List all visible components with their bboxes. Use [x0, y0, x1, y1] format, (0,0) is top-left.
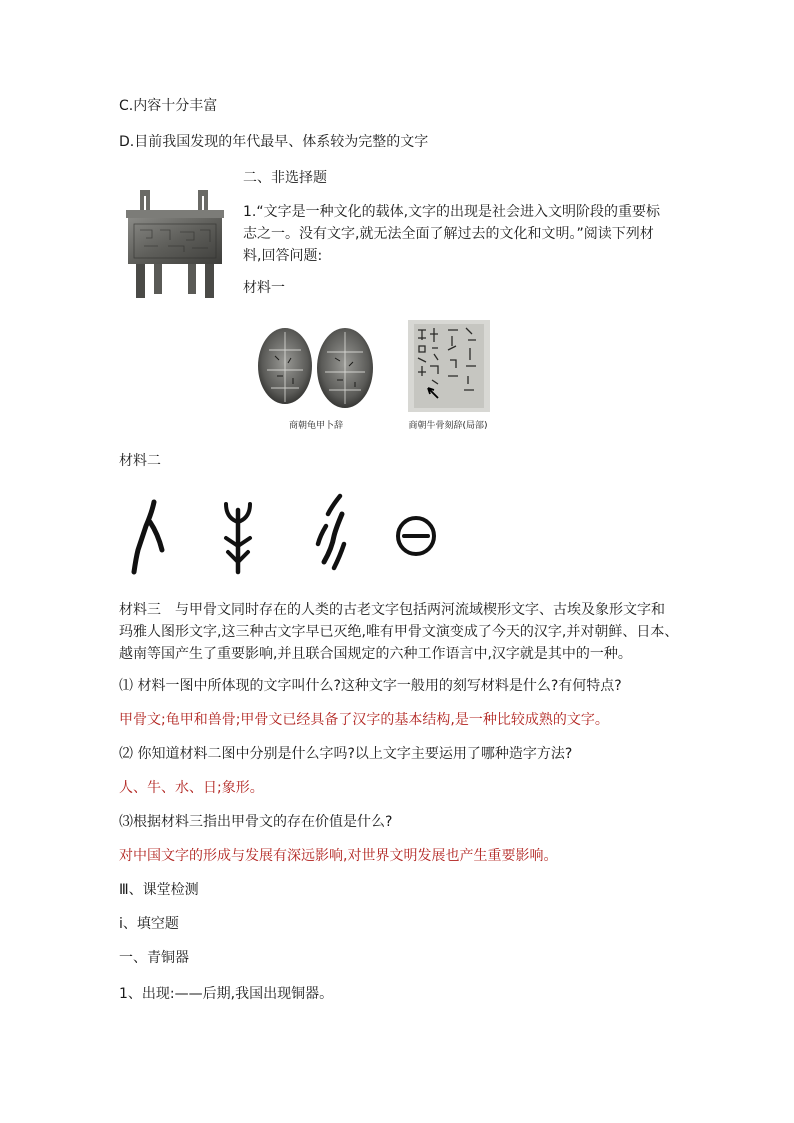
glyph-niu-image — [218, 500, 258, 576]
question-2: ⑵ 你知道材料二图中分别是什么字吗?以上文字主要运用了哪种造字方法? — [119, 746, 573, 762]
section-three-title: Ⅲ、课堂检测 — [119, 882, 199, 898]
glyph-shui-image — [312, 492, 352, 574]
question1-intro-line3: 料,回答问题: — [243, 248, 323, 264]
bronze-section-title: 一、青铜器 — [119, 950, 189, 966]
fill-blank-title: ⅰ、填空题 — [119, 916, 179, 932]
question1-intro-line2: 志之一。没有文字,就无法全面了解过去的文化和文明。”阅读下列材 — [243, 226, 654, 242]
ox-bone-image — [408, 320, 490, 412]
material2-label: 材料二 — [119, 453, 161, 469]
option-c: C.内容十分丰富 — [119, 98, 218, 114]
section-two-title: 二、非选择题 — [243, 170, 327, 186]
turtle-shell-image — [255, 322, 377, 414]
question-3: ⑶根据材料三指出甲骨文的存在价值是什么? — [119, 814, 393, 830]
caption-turtle: 商朝龟甲卜辞 — [288, 421, 343, 431]
option-d: D.目前我国发现的年代最早、体系较为完整的文字 — [119, 134, 429, 150]
caption-bone: 商朝牛骨刻辞(局部) — [408, 421, 488, 431]
item-1: 1、出现:——后期,我国出现铜器。 — [119, 986, 334, 1002]
material3-line1: 材料三 与甲骨文同时存在的人类的古老文字包括两河流域楔形文字、古埃及象形文字和 — [119, 602, 665, 618]
material1-label: 材料一 — [243, 280, 285, 296]
material3-line2: 玛雅人图形文字,这三种古文字早已灭绝,唯有甲骨文演变成了今天的汉字,并对朝鲜、日本、 — [119, 624, 679, 640]
material3-line3: 越南等国产生了重要影响,并且联合国规定的六种工作语言中,汉字就是其中的一种。 — [119, 646, 632, 662]
glyph-ri-image — [394, 514, 438, 558]
glyph-ren-image — [128, 498, 172, 578]
bronze-ding-image — [120, 188, 230, 300]
question-1: ⑴ 材料一图中所体现的文字叫什么?这种文字一般用的刻写材料是什么?有何特点? — [119, 678, 622, 694]
answer-3: 对中国文字的形成与发展有深远影响,对世界文明发展也产生重要影响。 — [119, 848, 558, 864]
question1-intro-line1: 1.“文字是一种文化的载体,文字的出现是社会进入文明阶段的重要标 — [243, 204, 661, 220]
answer-2: 人、牛、水、日;象形。 — [119, 780, 264, 796]
answer-1: 甲骨文;龟甲和兽骨;甲骨文已经具备了汉字的基本结构,是一种比较成熟的文字。 — [119, 712, 609, 728]
